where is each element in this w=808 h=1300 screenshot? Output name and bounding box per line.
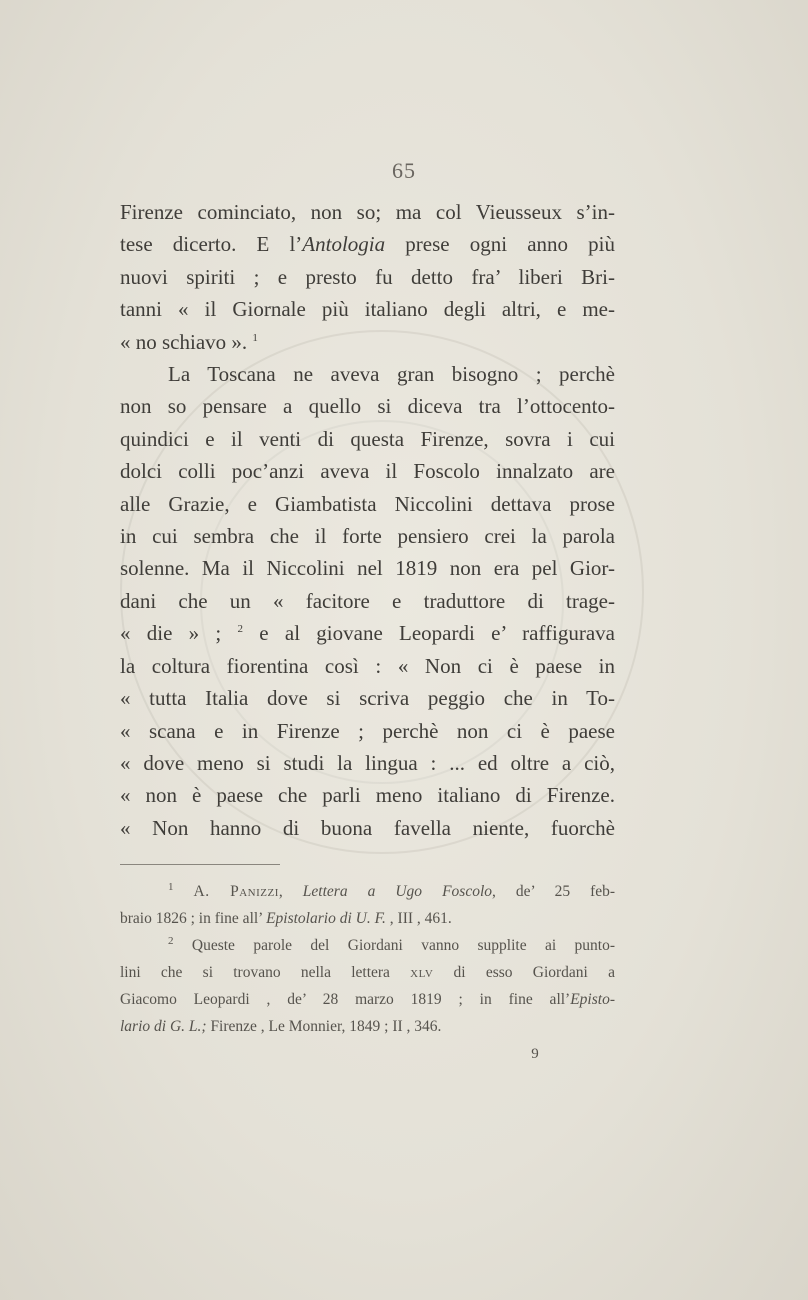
text-line-10: alle Grazie, e Giambatista Niccolini dettava prose — [120, 491, 615, 516]
text-line-17: « scana e in Firenze ; perchè non ci è paese — [120, 718, 615, 743]
footnote-separator — [120, 864, 280, 865]
text-line-8: quindici e il venti di questa Firenze, sovra i cui — [120, 426, 615, 451]
footnote-ref-1: 1 — [252, 331, 258, 344]
text-line-15: la coltura fiorentina così : « Non ci è paese in — [120, 653, 615, 678]
text-line-9: dolci colli poc’anzi aveva il Foscolo innalzato are — [120, 459, 615, 484]
footnote-ref-2: 2 — [237, 623, 244, 636]
text-line-7: non so pensare a quello si diceva tra l’ottocento- — [120, 394, 615, 419]
text-line-18: « dove meno si studi la lingua : ... ed oltre a ciò, — [120, 750, 615, 775]
text-line-20: « Non hanno di buona favella niente, fuorchè — [120, 815, 615, 840]
footnote-2-line-4: lario di G. L.; Firenze , Le Monnier, 1849 ; II , 346. — [120, 1018, 442, 1035]
footnote-1-line-1: $^1$ A. Panizzi, Lettera a Ugo Foscolo, de’ 25 feb- — [168, 880, 616, 900]
text-line-12: solenne. Ma il Niccolini nel 1819 non era pel Gior- — [120, 556, 615, 581]
signature-mark: 9 — [531, 1046, 539, 1062]
text-line-5: « no schiavo ». $^1$ — [120, 329, 258, 354]
footnote-1-line-2: braio 1826 ; in fine all’ Epistolario di U. F. , III , 461. — [120, 910, 452, 927]
footnotes — [120, 878, 615, 1040]
text-line-14: « die » ; $^2$ e al giovane Leopardi e’ raffigurava — [120, 621, 615, 646]
page-number: 65 — [392, 158, 416, 183]
text-line-19: « non è paese che parli meno italiano di Firenze. — [120, 783, 615, 808]
text-line-2: tese dicerto. E l’Antologia prese ogni anno più — [120, 232, 616, 257]
text-line-11: in cui sembra che il forte pensiero crei la parola — [120, 524, 615, 549]
footnote-2-line-3: Giacomo Leopardi , de’ 28 marzo 1819 ; in fine all’Episto- — [120, 991, 615, 1008]
text-line-6: La Toscana ne aveva gran bisogno ; perchè — [168, 362, 615, 387]
footnote-2-line-1: $^2$ Queste parole del Giordani vanno supplite ai punto- — [168, 934, 616, 954]
text-line-13: dani che un « facitore e traduttore di trage- — [120, 588, 615, 613]
text-line-4: tanni « il Giornale più italiano degli altri, e me- — [120, 297, 615, 322]
text-line-3: nuovi spiriti ; e presto fu detto fra’ liberi Bri- — [120, 264, 615, 289]
text-line-1: Firenze cominciato, non so; ma col Vieusseux s’in- — [120, 200, 615, 224]
text-line-16: « tutta Italia dove si scriva peggio che in To- — [120, 686, 615, 711]
footnote-2-line-2: lini che si trovano nella lettera xlv di esso Giordani a — [120, 964, 615, 981]
body-text — [120, 196, 615, 844]
